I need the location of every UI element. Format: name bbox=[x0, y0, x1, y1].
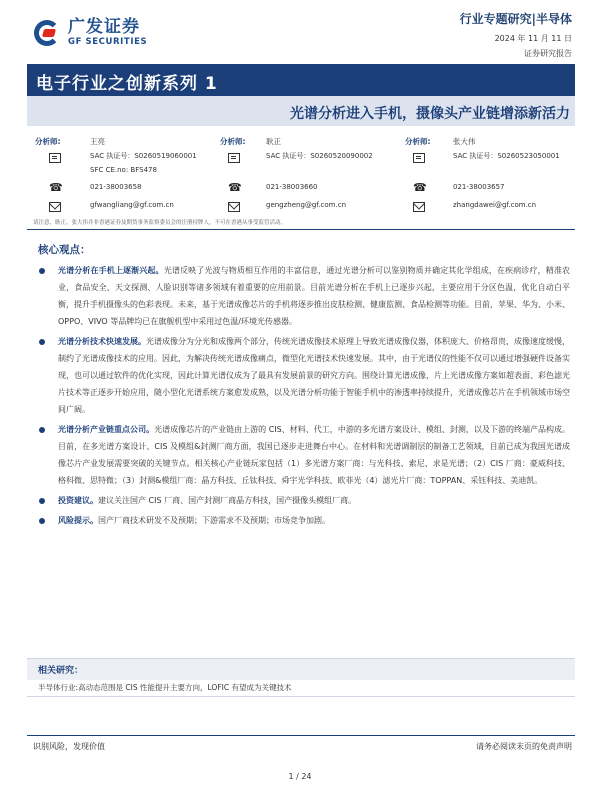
email-icon bbox=[228, 202, 240, 212]
bullet-icon bbox=[39, 339, 45, 345]
footer-slogan: 识别风险，发现价值 bbox=[33, 742, 105, 751]
phone-icon: ☎ bbox=[49, 181, 63, 194]
report-type: 行业专题研究|半导体 bbox=[459, 12, 572, 26]
key-point-lead: 投资建议。 bbox=[58, 496, 98, 505]
series-title: 电子行业之创新系列 1 bbox=[36, 74, 218, 94]
related-research-link[interactable]: 半导体行业:高动态范围是 CIS 性能提升主要方向，LOFIC 有望成为关键技术 bbox=[38, 683, 292, 692]
footer-divider bbox=[27, 735, 575, 736]
phone-icon: ☎ bbox=[413, 181, 427, 194]
page-header bbox=[0, 0, 600, 60]
analyst-phone: 021-38003658 bbox=[90, 183, 142, 191]
key-points-list bbox=[38, 262, 570, 532]
bullet-icon bbox=[39, 518, 45, 524]
gf-logo-icon bbox=[34, 18, 64, 48]
key-point-lead: 光谱分析产业链重点公司。 bbox=[58, 425, 155, 434]
analyst-name: 耿正 bbox=[266, 137, 281, 146]
related-research-heading: 相关研究： bbox=[38, 666, 84, 676]
analyst-role-label: 分析师: bbox=[220, 137, 246, 146]
analyst-sac: SAC 执证号：S0260520090002 bbox=[266, 152, 373, 160]
key-point-lead: 风险提示。 bbox=[58, 516, 98, 525]
certificate-icon bbox=[413, 153, 425, 163]
divider bbox=[27, 696, 575, 697]
analyst-role-label: 分析师: bbox=[35, 137, 61, 146]
analyst-email[interactable]: gfwangliang@gf.com.cn bbox=[90, 201, 174, 209]
key-point bbox=[38, 512, 570, 529]
analyst-block bbox=[27, 130, 575, 224]
divider bbox=[27, 229, 575, 230]
analyst-email[interactable]: zhangdawei@gf.com.cn bbox=[453, 201, 537, 209]
key-points-heading: 核心观点： bbox=[38, 244, 91, 256]
logo-english-name: GF SECURITIES bbox=[68, 37, 148, 48]
footer-disclaimer-note: 请务必阅读末页的免责声明 bbox=[476, 742, 572, 751]
key-point-text: 国产厂商技术研发不及预期；下游需求不及预期；市场竞争加剧。 bbox=[98, 516, 330, 525]
analyst-name: 张大伟 bbox=[453, 137, 476, 146]
key-point-text: 光谱反映了光波与物质相互作用的丰富信息，通过光谱分析可以鉴别物质并确定其化学组成，在疾病诊疗，精准农业，食品安全、天文探测、人脸识别等诸多领域有着重要的应用前景。目前光谱分析在手机上已逐步兴起，主要应用于分区色温，优化自动白平衡，提升手机摄像头的色彩表现。未来，基于光谱成像芯片的手机将逐步推出皮肤检测、健康监测、食品检测等功能。目前，苹果、华为、小米、OPPO、VIVO 等品牌均已在旗舰机型中采用过色温/环境光传感器。 bbox=[58, 266, 571, 326]
key-point-text: 建议关注国产 CIS 厂商、国产封测厂商晶方科技，国产摄像头模组厂商。 bbox=[98, 496, 357, 505]
key-point bbox=[38, 262, 570, 330]
logo-chinese-name: 广发证券 bbox=[68, 17, 140, 38]
key-point bbox=[38, 333, 570, 418]
bullet-icon bbox=[39, 427, 45, 433]
company-logo bbox=[34, 18, 147, 48]
email-icon bbox=[413, 202, 425, 212]
phone-icon: ☎ bbox=[228, 181, 242, 194]
analyst-phone: 021-38003660 bbox=[266, 183, 318, 191]
bullet-icon bbox=[39, 498, 45, 504]
key-point bbox=[38, 421, 570, 489]
analyst-phone: 021-38003657 bbox=[453, 183, 505, 191]
certificate-icon bbox=[49, 153, 61, 163]
analyst-email[interactable]: gengzheng@gf.com.cn bbox=[266, 201, 347, 209]
report-kind: 证券研究报告 bbox=[524, 49, 572, 58]
analyst-sfc: SFC CE.no: BFS478 bbox=[90, 166, 157, 174]
analyst-sac: SAC 执证号：S0260523050001 bbox=[453, 152, 560, 160]
analyst-name: 王亮 bbox=[90, 137, 105, 146]
bullet-icon bbox=[39, 268, 45, 274]
key-point-text: 光谱成像芯片的产业链由上游的 CIS、材料、代工，中游的多光谱方案设计、模组、封测，以及下游的终端产品构成。目前，在多光谱方案设计、CIS 及模组&封测厂商方面，我国已逐步走进舞台中心。在材料和光谱调制层的制备工艺领域，目前已成为我国光谱成像芯片产业发展需要突破的关键节点。相关核心产业链玩家包括（1）多光谱方案厂商：与光科技、索尼、求是光谱；（2）CIS 厂商：豪威科技、格科微、思特微；（3）封测&模组厂商：晶方科技、丘钛科技、舜宇光学科技、欧菲光（4）滤光片厂商：TOPPAN、采钰科技、美迪凯。 bbox=[58, 425, 571, 485]
report-date: 2024 年 11 月 11 日 bbox=[494, 34, 572, 43]
key-point-lead: 光谱分析在手机上逐渐兴起。 bbox=[58, 266, 164, 275]
email-icon bbox=[49, 202, 61, 212]
licensing-disclaimer: 请注意，耿正，张大伟并非香港证券及期货事务监察委员会的注册持牌人，不可在香港从事受监管活动。 bbox=[33, 220, 287, 226]
page-number: 1 / 24 bbox=[288, 772, 312, 781]
key-point-lead: 光谱分析技术快速发展。 bbox=[58, 337, 146, 346]
key-point bbox=[38, 492, 570, 509]
analyst-sac: SAC 执证号：S0260519060001 bbox=[90, 152, 197, 160]
key-point-text: 光谱成像分为分光和成像两个部分，传统光谱成像技术原理上导致光谱成像仪器，体积庞大、价格昂贵，成像速度缓慢，制约了光谱成像技术的应用。因此，为解决传统光谱成像痛点，微型化光谱技术快速发展。其中，由于光谱仪的性能不仅可以通过增强硬件设备实现，也可以通过软件的优化实现，因此计算光谱仪成为了最具有发展前景的研究方向。围绕计算光谱成像，片上光谱成像方案如超表面、彩色滤光片技术等正逐步开始应用，随小型化光谱系统方案愈发成熟，以及光谱分析功能于智能手机中的渗透率持续提升，光谱成像芯片在手机领域市场空间广阔。 bbox=[58, 337, 570, 414]
report-title: 光谱分析进入手机，摄像头产业链增添新活力 bbox=[290, 106, 570, 122]
analyst-role-label: 分析师: bbox=[405, 137, 431, 146]
certificate-icon bbox=[228, 153, 240, 163]
related-research-band bbox=[27, 658, 575, 680]
